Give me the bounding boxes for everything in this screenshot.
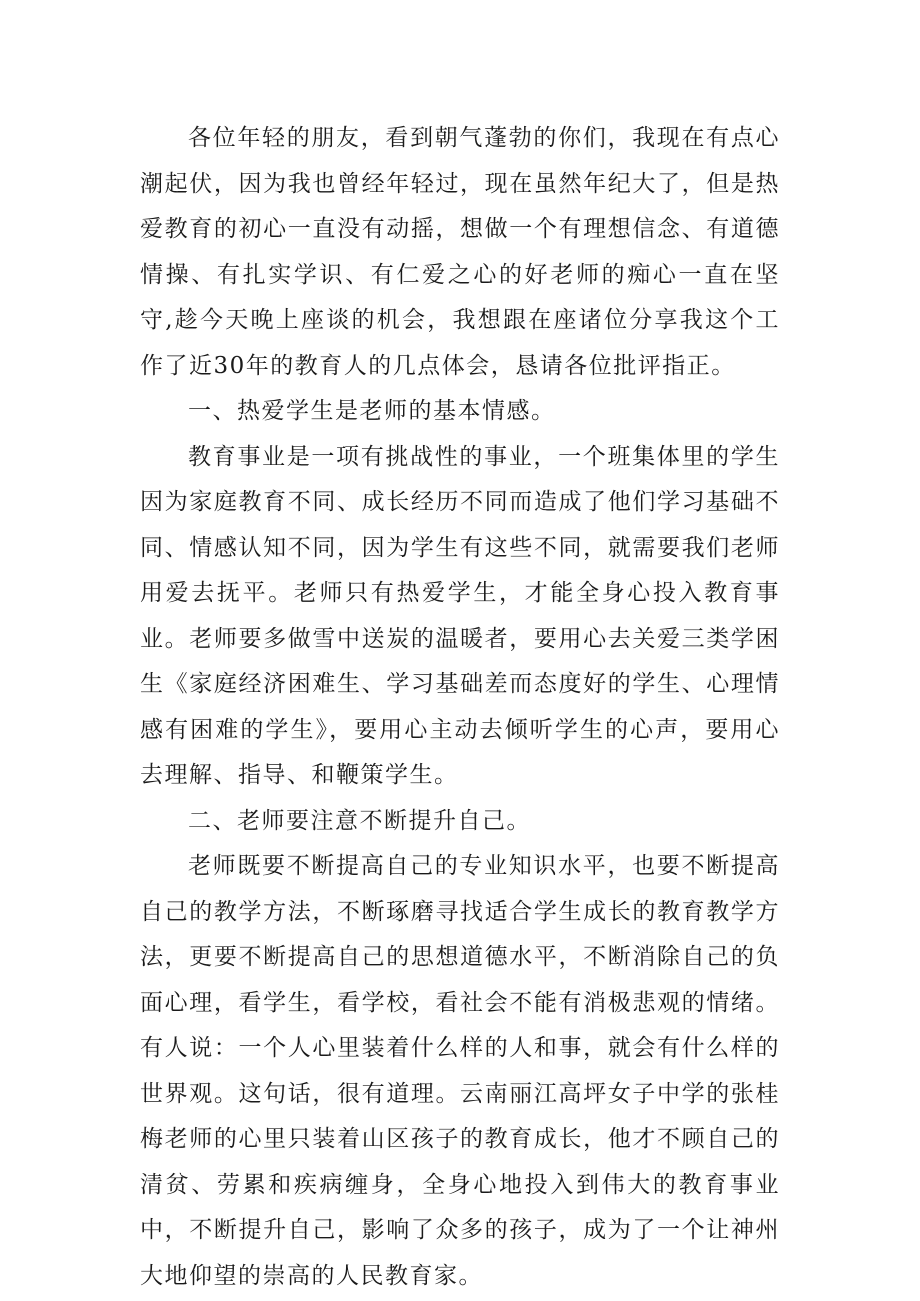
paragraph-section-2: 老师既要不断提高自己的专业知识水平，也要不断提高自己的教学方法，不断琢磨寻找适合学生成长的教育教学方法，更要不断提高自己的思想道德水平，不断消除自己的负面心理，看学生，看学校，看社会不能有消极悲观的情绪。有人说：一个人心里装着什么样的人和事，就会有什么样的世界观。这句话，很有道理。云南丽江高坪女子中学的张桂梅老师的心里只装着山区孩子的教育成长，他才不顾自己的清贫、劳累和疾病缠身，全身心地投入到伟大的教育事业中，不断提升自己，影响了众多的孩子，成为了一个让神州大地仰望的崇高的人民教育家。 — [140, 853, 780, 1289]
section-heading-1: 一、热爱学生是老师的基本情感。 — [188, 398, 556, 424]
document-body — [140, 116, 780, 1299]
paragraph-section-1: 教育事业是一项有挑战性的事业，一个班集体里的学生因为家庭教育不同、成长经历不同而造成了他们学习基础不同、情感认知不同，因为学生有这些不同，就需要我们老师用爱去抚平。老师只有热爱学生，才能全身心投入教育事业。老师要多做雪中送炭的温暖者，要用心去关爱三类学困生《家庭经济困难生、学习基础差而态度好的学生、心理情感有困难的学生》，要用心主动去倾听学生的心声，要用心去理解、指导、和鞭策学生。 — [140, 443, 780, 788]
paragraph-intro: 各位年轻的朋友，看到朝气蓬勃的你们，我现在有点心潮起伏，因为我也曾经年轻过，现在虽然年纪大了，但是热爱教育的初心一直没有动摇，想做一个有理想信念、有道德情操、有扎实学识、有仁爱之心的好老师的痴心一直在坚守,趁今天晚上座谈的机会，我想跟在座诸位分享我这个工作了近30年的教育人的几点体会，恳请各位批评指正。 — [140, 125, 780, 379]
section-heading-2: 二、老师要注意不断提升自己。 — [188, 807, 531, 834]
